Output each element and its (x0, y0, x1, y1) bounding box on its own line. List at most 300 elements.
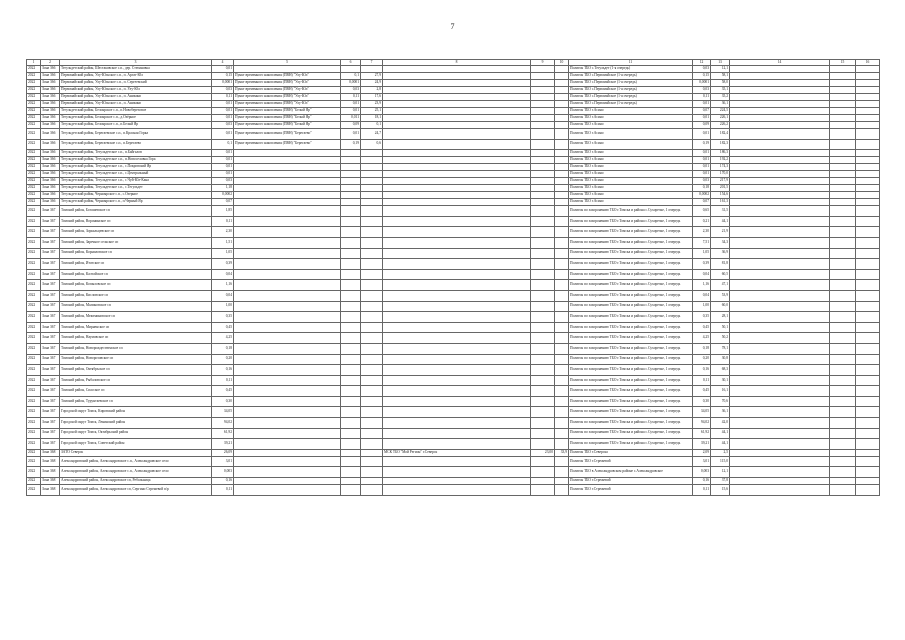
empty-cell (856, 115, 880, 122)
table-row (27, 354, 880, 365)
facility-cell (383, 185, 531, 192)
empty-cell (830, 87, 856, 94)
year-cell: 2022 (27, 216, 41, 227)
distance-cell (361, 333, 383, 344)
point-volume-cell (341, 206, 361, 217)
distance-cell (361, 280, 383, 291)
facility-cell (383, 192, 531, 199)
table-row (27, 171, 880, 178)
empty-cell (730, 101, 830, 108)
table-row (27, 237, 880, 248)
collection-point-cell (234, 178, 341, 185)
distance-cell (361, 290, 383, 301)
facility-distance-cell (555, 485, 569, 496)
empty-cell (856, 216, 880, 227)
landfill-cell: Полигон ТБО с.Первомайское (1-я очередь) (569, 101, 693, 108)
zone-code-cell: Зона 366 (41, 80, 60, 87)
year-cell: 2022 (27, 66, 41, 73)
facility-volume-cell (531, 227, 555, 238)
point-volume-cell (341, 290, 361, 301)
table-row (27, 312, 880, 323)
landfill-cell: Полигон ТБО с.Первомайское (1-я очередь) (569, 87, 693, 94)
landfill-volume-cell: 2,09 (693, 449, 711, 456)
empty-cell (830, 333, 856, 344)
collection-point-cell (234, 456, 341, 467)
table-row (27, 122, 880, 129)
settlement-cell: Александровский район, Александровское с.п., Александровское село (60, 467, 212, 478)
empty-cell (856, 386, 880, 397)
facility-distance-cell (555, 108, 569, 115)
point-volume-cell (341, 157, 361, 164)
facility-volume-cell: 23,00 (531, 449, 555, 456)
landfill-cell: Полигон по захоронению ТБО г.Томска и района с.Сухоречье, 1 очередь (569, 386, 693, 397)
landfill-distance-cell: 115,0 (711, 456, 730, 467)
landfill-distance-cell: 68,3 (711, 365, 730, 376)
settlement-cell: Томский район, Наумовское сп (60, 333, 212, 344)
empty-cell (730, 87, 830, 94)
empty-cell (730, 192, 830, 199)
empty-cell (856, 248, 880, 259)
empty-cell (856, 322, 880, 333)
column-number: 6 (341, 60, 361, 66)
facility-cell (383, 269, 531, 280)
zone-code-cell: Зона 367 (41, 259, 60, 270)
collection-point-cell (234, 227, 341, 238)
volume-cell: 0,45 (212, 322, 234, 333)
table-row (27, 199, 880, 206)
settlement-cell: Первомайский район, Улу-Юльское с.п., п. Аникино (60, 101, 212, 108)
empty-cell (730, 301, 830, 312)
facility-distance-cell: 33,9 (555, 449, 569, 456)
landfill-distance-cell: 2,5 (711, 449, 730, 456)
table-row (27, 150, 880, 157)
facility-distance-cell (555, 192, 569, 199)
point-volume-cell (341, 171, 361, 178)
table-row (27, 290, 880, 301)
table-row (27, 192, 880, 199)
facility-distance-cell (555, 171, 569, 178)
facility-volume-cell (531, 178, 555, 185)
point-volume-cell (341, 185, 361, 192)
settlement-cell: Томский район, Богашевское сп (60, 206, 212, 217)
table-row (27, 87, 880, 94)
settlement-cell: Томский район, Копыловское сп (60, 280, 212, 291)
volume-cell: 1,00 (212, 301, 234, 312)
column-number: 8 (383, 60, 531, 66)
zone-code-cell: Зона 366 (41, 101, 60, 108)
column-number: 16 (856, 60, 880, 66)
facility-cell (383, 259, 531, 270)
year-cell: 2022 (27, 269, 41, 280)
facility-cell (383, 129, 531, 140)
zone-code-cell: Зона 366 (41, 192, 60, 199)
empty-cell (830, 478, 856, 485)
collection-point-cell (234, 485, 341, 496)
empty-cell (830, 439, 856, 450)
volume-cell: 0,0001 (212, 80, 234, 87)
settlement-cell: Томский район, Турунтаевское сп (60, 396, 212, 407)
landfill-cell: Полигон ТБО с.Тегульдет (1-я очередь) (569, 66, 693, 73)
settlement-cell: Тегульдетский район, Белоярское с.п., п.Белый Яр (60, 122, 212, 129)
year-cell: 2022 (27, 150, 41, 157)
landfill-cell: Полигон по захоронению ТБО г.Томска и района с.Сухоречье, 1 очередь (569, 216, 693, 227)
facility-distance-cell (555, 301, 569, 312)
zone-code-cell: Зона 366 (41, 66, 60, 73)
collection-point-cell: Пункт временного накопления (ПВН) "Белый Яр" (234, 115, 341, 122)
empty-cell (856, 94, 880, 101)
empty-cell (730, 280, 830, 291)
year-cell: 2022 (27, 178, 41, 185)
empty-cell (830, 269, 856, 280)
volume-cell: 4,25 (212, 333, 234, 344)
facility-volume-cell (531, 129, 555, 140)
collection-point-cell (234, 259, 341, 270)
volume-cell: 3,01 (212, 456, 234, 467)
settlement-cell: Тегульдетский район, Тегульдетское с.п., с.Тегульдет (60, 185, 212, 192)
landfill-distance-cell: 15,6 (711, 485, 730, 496)
zone-code-cell: Зона 368 (41, 449, 60, 456)
distance-cell (361, 301, 383, 312)
year-cell: 2022 (27, 139, 41, 150)
empty-cell (856, 87, 880, 94)
zone-code-cell: Зона 367 (41, 418, 60, 429)
zone-code-cell: Зона 366 (41, 150, 60, 157)
empty-cell (830, 139, 856, 150)
settlement-cell: Томский район, Кисловское сп (60, 290, 212, 301)
facility-distance-cell (555, 312, 569, 323)
volume-cell: 0,01 (212, 157, 234, 164)
distance-cell (361, 456, 383, 467)
zone-code-cell: Зона 366 (41, 157, 60, 164)
zone-code-cell: Зона 368 (41, 456, 60, 467)
landfill-volume-cell: 0,11 (693, 94, 711, 101)
point-volume-cell (341, 280, 361, 291)
empty-cell (830, 354, 856, 365)
landfill-cell: Полигон ТБО г.Асино (569, 129, 693, 140)
settlement-cell: Томский район, Малиновское сп (60, 301, 212, 312)
volume-cell: 0,03 (212, 178, 234, 185)
facility-volume-cell (531, 485, 555, 496)
settlement-cell: Тегульдетский район, Черноярское с.п., с.Озерное (60, 192, 212, 199)
collection-point-cell: Пункт временного накопления (ПВН) "Белый Яр" (234, 108, 341, 115)
landfill-distance-cell: 42,0 (711, 418, 730, 429)
facility-volume-cell (531, 301, 555, 312)
landfill-volume-cell: 0,30 (693, 396, 711, 407)
distance-cell (361, 157, 383, 164)
empty-cell (830, 449, 856, 456)
point-volume-cell (341, 216, 361, 227)
table-row (27, 164, 880, 171)
point-volume-cell (341, 66, 361, 73)
zone-code-cell: Зона 367 (41, 248, 60, 259)
facility-volume-cell (531, 199, 555, 206)
facility-volume-cell (531, 333, 555, 344)
volume-cell: 0,15 (212, 73, 234, 80)
facility-distance-cell (555, 407, 569, 418)
collection-point-cell (234, 269, 341, 280)
distance-cell (361, 192, 383, 199)
landfill-volume-cell: 0,01 (693, 101, 711, 108)
landfill-volume-cell: 0,16 (693, 478, 711, 485)
landfill-volume-cell: 0,16 (693, 365, 711, 376)
zone-code-cell: Зона 367 (41, 206, 60, 217)
landfill-distance-cell: 58,1 (711, 73, 730, 80)
landfill-volume-cell: 34,05 (693, 407, 711, 418)
empty-cell (830, 428, 856, 439)
distance-cell (361, 227, 383, 238)
landfill-distance-cell: 36,1 (711, 101, 730, 108)
landfill-distance-cell: 30,8 (711, 354, 730, 365)
facility-distance-cell (555, 139, 569, 150)
year-cell: 2022 (27, 157, 41, 164)
empty-cell (730, 227, 830, 238)
empty-cell (730, 343, 830, 354)
empty-cell (830, 467, 856, 478)
distance-cell (361, 185, 383, 192)
point-volume-cell (341, 178, 361, 185)
empty-cell (856, 467, 880, 478)
landfill-cell: Полигон ТБО г.Северска (569, 449, 693, 456)
facility-volume-cell (531, 248, 555, 259)
empty-cell (730, 108, 830, 115)
year-cell: 2022 (27, 290, 41, 301)
collection-point-cell (234, 185, 341, 192)
settlement-cell: Тегульдетский район, Белоярское с.п., д.Озёрное (60, 115, 212, 122)
point-volume-cell (341, 259, 361, 270)
year-cell: 2022 (27, 185, 41, 192)
facility-distance-cell (555, 206, 569, 217)
zone-code-cell: Зона 366 (41, 199, 60, 206)
zone-code-cell: Зона 367 (41, 280, 60, 291)
facility-distance-cell (555, 478, 569, 485)
point-volume-cell: 0,011 (341, 115, 361, 122)
settlement-cell: Томский район, Калтайское сп (60, 269, 212, 280)
landfill-cell: Полигон ТБО г.Стрежевой (569, 478, 693, 485)
facility-distance-cell (555, 199, 569, 206)
empty-cell (730, 80, 830, 87)
landfill-cell: Полигон по захоронению ТБО г.Томска и района с.Сухоречье, 1 очередь (569, 418, 693, 429)
empty-cell (730, 157, 830, 164)
landfill-cell: Полигон ТБО г.Асино (569, 139, 693, 150)
facility-volume-cell (531, 164, 555, 171)
table-row (27, 129, 880, 140)
year-cell: 2022 (27, 237, 41, 248)
zone-code-cell: Зона 366 (41, 164, 60, 171)
empty-cell (856, 192, 880, 199)
landfill-volume-cell: 39,21 (693, 439, 711, 450)
facility-distance-cell (555, 80, 569, 87)
empty-cell (830, 199, 856, 206)
landfill-volume-cell: 0,03 (693, 178, 711, 185)
point-volume-cell: 0,01 (341, 108, 361, 115)
table-row (27, 178, 880, 185)
volume-cell: 0,01 (212, 164, 234, 171)
facility-distance-cell (555, 322, 569, 333)
volume-cell: 0,01 (212, 101, 234, 108)
point-volume-cell (341, 375, 361, 386)
volume-cell: 0,01 (212, 66, 234, 73)
settlement-cell: Городской округ Томск, Кировский район (60, 407, 212, 418)
empty-cell (830, 456, 856, 467)
landfill-distance-cell: 30,1 (711, 375, 730, 386)
empty-cell (830, 407, 856, 418)
landfill-volume-cell: 2,30 (693, 227, 711, 238)
facility-cell (383, 456, 531, 467)
empty-cell (830, 227, 856, 238)
empty-cell (730, 237, 830, 248)
facility-distance-cell (555, 259, 569, 270)
landfill-cell: Полигон ТБО г.Асино (569, 199, 693, 206)
facility-cell (383, 396, 531, 407)
landfill-cell: Полигон ТБО с.Первомайское (1-я очередь) (569, 73, 693, 80)
table-row (27, 386, 880, 397)
empty-cell (856, 365, 880, 376)
zone-code-cell: Зона 368 (41, 467, 60, 478)
volume-cell: 0,11 (212, 485, 234, 496)
point-volume-cell: 0,0001 (341, 80, 361, 87)
facility-distance-cell (555, 164, 569, 171)
point-volume-cell (341, 164, 361, 171)
zone-code-cell: Зона 367 (41, 312, 60, 323)
landfill-distance-cell: 44,1 (711, 216, 730, 227)
landfill-cell: Полигон ТБО с.Первомайское (1-я очередь) (569, 80, 693, 87)
facility-volume-cell (531, 365, 555, 376)
facility-distance-cell (555, 333, 569, 344)
column-number: 2 (41, 60, 60, 66)
point-volume-cell (341, 365, 361, 376)
year-cell: 2022 (27, 467, 41, 478)
distance-cell (361, 259, 383, 270)
empty-cell (856, 375, 880, 386)
zone-code-cell: Зона 366 (41, 129, 60, 140)
settlement-cell: Первомайский район, Улу-Юльское с.п., п. Аргат-Юл (60, 73, 212, 80)
empty-cell (730, 73, 830, 80)
landfill-volume-cell: 0,18 (693, 343, 711, 354)
facility-distance-cell (555, 122, 569, 129)
empty-cell (730, 129, 830, 140)
year-cell: 2022 (27, 73, 41, 80)
distance-cell (361, 216, 383, 227)
empty-cell (730, 122, 830, 129)
distance-cell (361, 206, 383, 217)
empty-cell (730, 312, 830, 323)
empty-cell (856, 139, 880, 150)
facility-volume-cell (531, 407, 555, 418)
column-number: 13 (711, 60, 730, 66)
empty-cell (830, 185, 856, 192)
settlement-cell: Тегульдетский район, Берегаевское с.п., п.Красная Горка (60, 129, 212, 140)
facility-volume-cell (531, 478, 555, 485)
empty-cell (730, 396, 830, 407)
landfill-distance-cell: 36,1 (711, 407, 730, 418)
zone-code-cell: Зона 366 (41, 94, 60, 101)
landfill-distance-cell: 50,2 (711, 333, 730, 344)
table-row (27, 101, 880, 108)
empty-cell (730, 216, 830, 227)
landfill-volume-cell: 0,15 (693, 73, 711, 80)
distance-cell (361, 322, 383, 333)
landfill-volume-cell: 0,04 (693, 269, 711, 280)
year-cell: 2022 (27, 301, 41, 312)
facility-cell (383, 248, 531, 259)
empty-cell (856, 171, 880, 178)
facility-cell (383, 354, 531, 365)
collection-point-cell: Пункт временного накопления (ПВН) "Улу-Юл" (234, 94, 341, 101)
settlement-cell: Тегульдетский район, Белоярское с.п., п.Новоберезовое (60, 108, 212, 115)
empty-cell (730, 290, 830, 301)
empty-cell (730, 485, 830, 496)
facility-distance-cell (555, 216, 569, 227)
facility-distance-cell (555, 375, 569, 386)
volume-cell: 61,92 (212, 428, 234, 439)
empty-cell (856, 237, 880, 248)
empty-cell (830, 248, 856, 259)
empty-cell (730, 178, 830, 185)
collection-point-cell: Пункт временного накопления (ПВН) "Берегаево" (234, 139, 341, 150)
empty-cell (856, 73, 880, 80)
distance-cell: 2,8 (361, 87, 383, 94)
collection-point-cell (234, 66, 341, 73)
empty-cell (830, 171, 856, 178)
empty-cell (730, 439, 830, 450)
empty-cell (856, 269, 880, 280)
settlement-cell: Александровский район, Александровское сп, Ребольница (60, 478, 212, 485)
collection-point-cell (234, 354, 341, 365)
empty-cell (730, 171, 830, 178)
facility-volume-cell (531, 115, 555, 122)
point-volume-cell (341, 439, 361, 450)
table-row (27, 407, 880, 418)
distance-cell: 0,6 (361, 139, 383, 150)
table-row (27, 157, 880, 164)
zone-code-cell: Зона 367 (41, 354, 60, 365)
distance-cell (361, 164, 383, 171)
empty-cell (856, 157, 880, 164)
collection-point-cell (234, 375, 341, 386)
column-number: 14 (730, 60, 830, 66)
distance-cell (361, 439, 383, 450)
table-row (27, 343, 880, 354)
landfill-cell: Полигон ТБО г.Асино (569, 157, 693, 164)
settlement-cell: Первомайский район, Улу-Юльское с.п., п. Аникино (60, 94, 212, 101)
facility-distance-cell (555, 418, 569, 429)
facility-volume-cell (531, 80, 555, 87)
facility-volume-cell (531, 87, 555, 94)
year-cell: 2022 (27, 115, 41, 122)
landfill-cell: Полигон ТБО г.Асино (569, 185, 693, 192)
landfill-volume-cell: 3,01 (693, 456, 711, 467)
year-cell: 2022 (27, 375, 41, 386)
table-row (27, 115, 880, 122)
landfill-cell: Полигон по захоронению ТБО г.Томска и района с.Сухоречье, 1 очередь (569, 439, 693, 450)
empty-cell (830, 322, 856, 333)
empty-cell (730, 66, 830, 73)
settlement-cell: Александровский район, Александровское с.п., Александровское село (60, 456, 212, 467)
point-volume-cell (341, 269, 361, 280)
volume-cell: 0,003 (212, 467, 234, 478)
year-cell: 2022 (27, 101, 41, 108)
collection-point-cell: Пункт временного накопления (ПВН) "Берегаево" (234, 129, 341, 140)
collection-point-cell (234, 418, 341, 429)
zone-code-cell: Зона 366 (41, 87, 60, 94)
collection-point-cell (234, 157, 341, 164)
settlement-cell: Первомайский район, Улу-Юльское с.п., п. Улу-Юл (60, 87, 212, 94)
table-row (27, 269, 880, 280)
table-row (27, 418, 880, 429)
distance-cell: 24,7 (361, 129, 383, 140)
landfill-distance-cell: 35,2 (711, 94, 730, 101)
facility-distance-cell (555, 157, 569, 164)
